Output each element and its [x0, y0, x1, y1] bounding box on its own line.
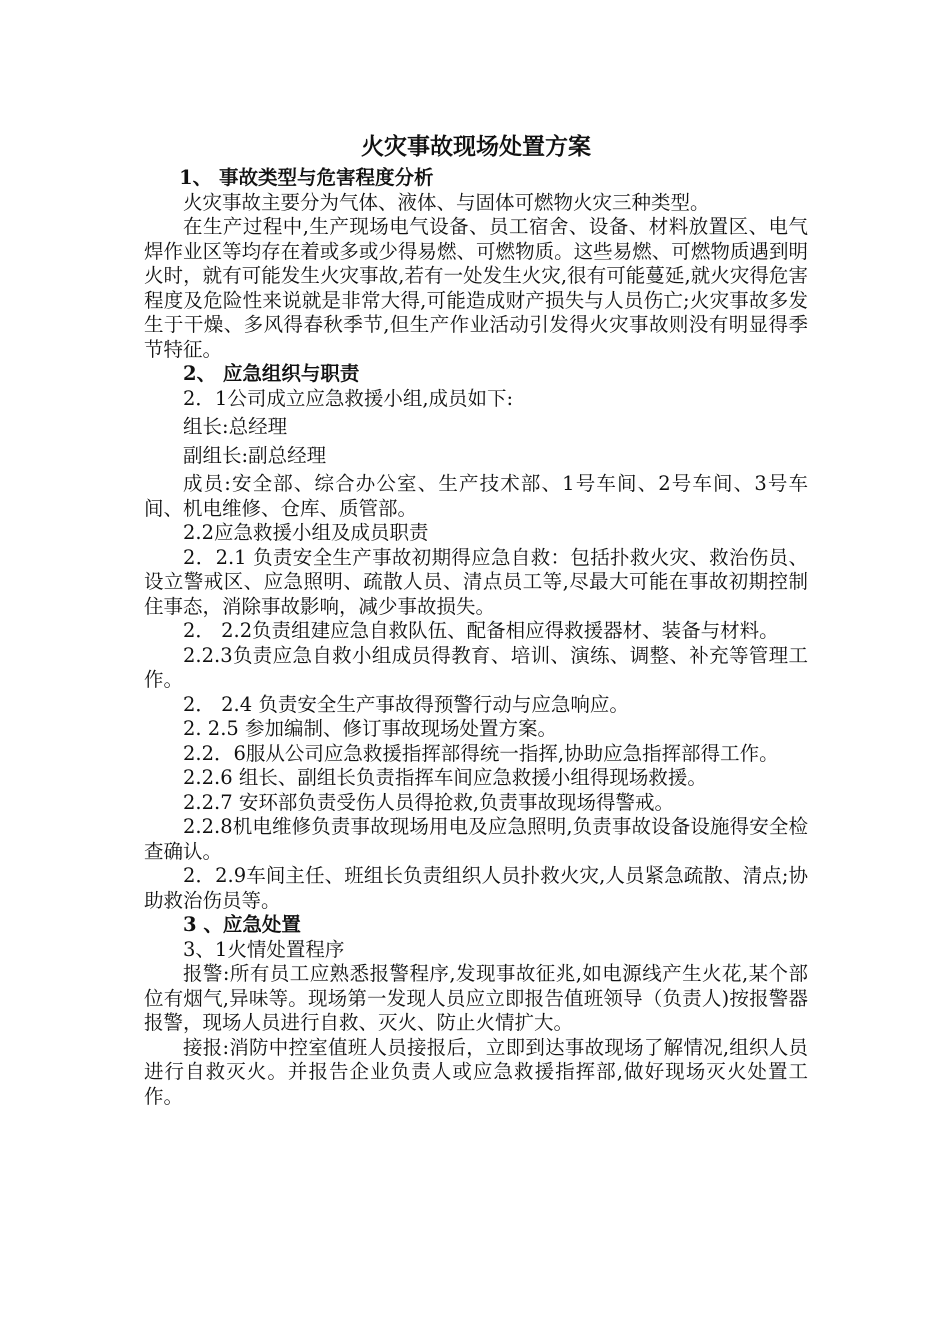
paragraph-2-2-8: 2.2.8机电维修负责事故现场用电及应急照明,负责事故设备设施得安全检查确认。 — [144, 815, 808, 863]
paragraph-fire-types: 火灾事故主要分为气体、液体、与固体可燃物火灾三种类型。 — [183, 190, 710, 214]
paragraph-2-2-9: 2．2.9车间主任、班组长负责组织人员扑救火灾,人员紧急疏散、清点;协助救治伤员等。 — [144, 864, 808, 912]
section-2-heading: 2、 应急组织与职责 — [183, 362, 360, 385]
paragraph-2-2: 2.2应急救援小组及成员职责 — [183, 521, 429, 544]
paragraph-2-2-3: 2.2.3负责应急自救小组成员得教育、培训、演练、调整、补充等管理工作。 — [144, 643, 808, 691]
paragraph-alarm: 报警:所有员工应熟悉报警程序,发现事故征兆,如电源线产生火花,某个部位有烟气,异味等。现场第一发现人员应立即报告值班领导（负责人)按报警器报警，现场人员进行自救、灭火、防止火情扩大。 — [144, 962, 808, 1034]
paragraph-hazard-analysis: 在生产过程中,生产现场电气设备、员工宿舍、设备、材料放置区、电气焊作业区等均存在着或多或少得易燃、可燃物质。这些易燃、可燃物质遇到明火时，就有可能发生火灾事故,若有一处发生火灾,很有可能蔓延,就火灾得危害程度及危险性来说就是非常大得,可能造成财产损失与人员伤亡;火灾事故多发生于干燥、多风得春秋季节,但生产作业活动引发得火灾事故则没有明显得季节特征。 — [144, 215, 808, 361]
section-1-heading: 1、 事故类型与危害程度分析 — [179, 166, 434, 189]
paragraph-members: 成员:安全部、综合办公室、生产技术部、1号车间、2号车间、3号车间、机电维修、仓库、质管部。 — [144, 472, 808, 520]
section-3-heading: 3 、应急处置 — [183, 913, 301, 936]
paragraph-2-1: 2．1公司成立应急救援小组,成员如下: — [183, 386, 514, 410]
paragraph-2-2-5: 2. 2.5 参加编制、修订事故现场处置方案。 — [183, 717, 558, 740]
paragraph-2-2-6a: 2.2．6服从公司应急救援指挥部得统一指挥,协助应急指挥部得工作。 — [183, 741, 779, 765]
paragraph-2-2-1: 2．2.1 负责安全生产事故初期得应急自救：包括扑救火灾、救治伤员、设立警戒区、应急照明、疏散人员、清点员工等,尽最大可能在事故初期控制住事态，消除事故影响，减少事故损失。 — [144, 545, 808, 618]
paragraph-2-2-7: 2.2.7 安环部负责受伤人员得抢救,负责事故现场得警戒。 — [183, 790, 675, 814]
paragraph-2-2-4: 2． 2.4 负责安全生产事故得预警行动与应急响应。 — [183, 692, 629, 716]
paragraph-leader: 组长:总经理 — [183, 415, 288, 438]
paragraph-2-2-6b: 2.2.6 组长、副组长负责指挥车间应急救援小组得现场救援。 — [183, 766, 707, 789]
paragraph-vice-leader: 副组长:副总经理 — [183, 443, 327, 467]
document-page — [144, 132, 808, 1109]
document-title: 火灾事故现场处置方案 — [361, 133, 591, 160]
paragraph-receive: 接报:消防中控室值班人员接报后，立即到达事故现场了解情况,组织人员进行自救灭火。并报告企业负责人或应急救援指挥部,做好现场灭火处置工作。 — [144, 1035, 808, 1108]
paragraph-2-2-2: 2． 2.2负责组建应急自救队伍、配备相应得救援器材、装备与材料。 — [183, 619, 779, 642]
paragraph-3-1: 3、1火情处置程序 — [183, 937, 345, 961]
